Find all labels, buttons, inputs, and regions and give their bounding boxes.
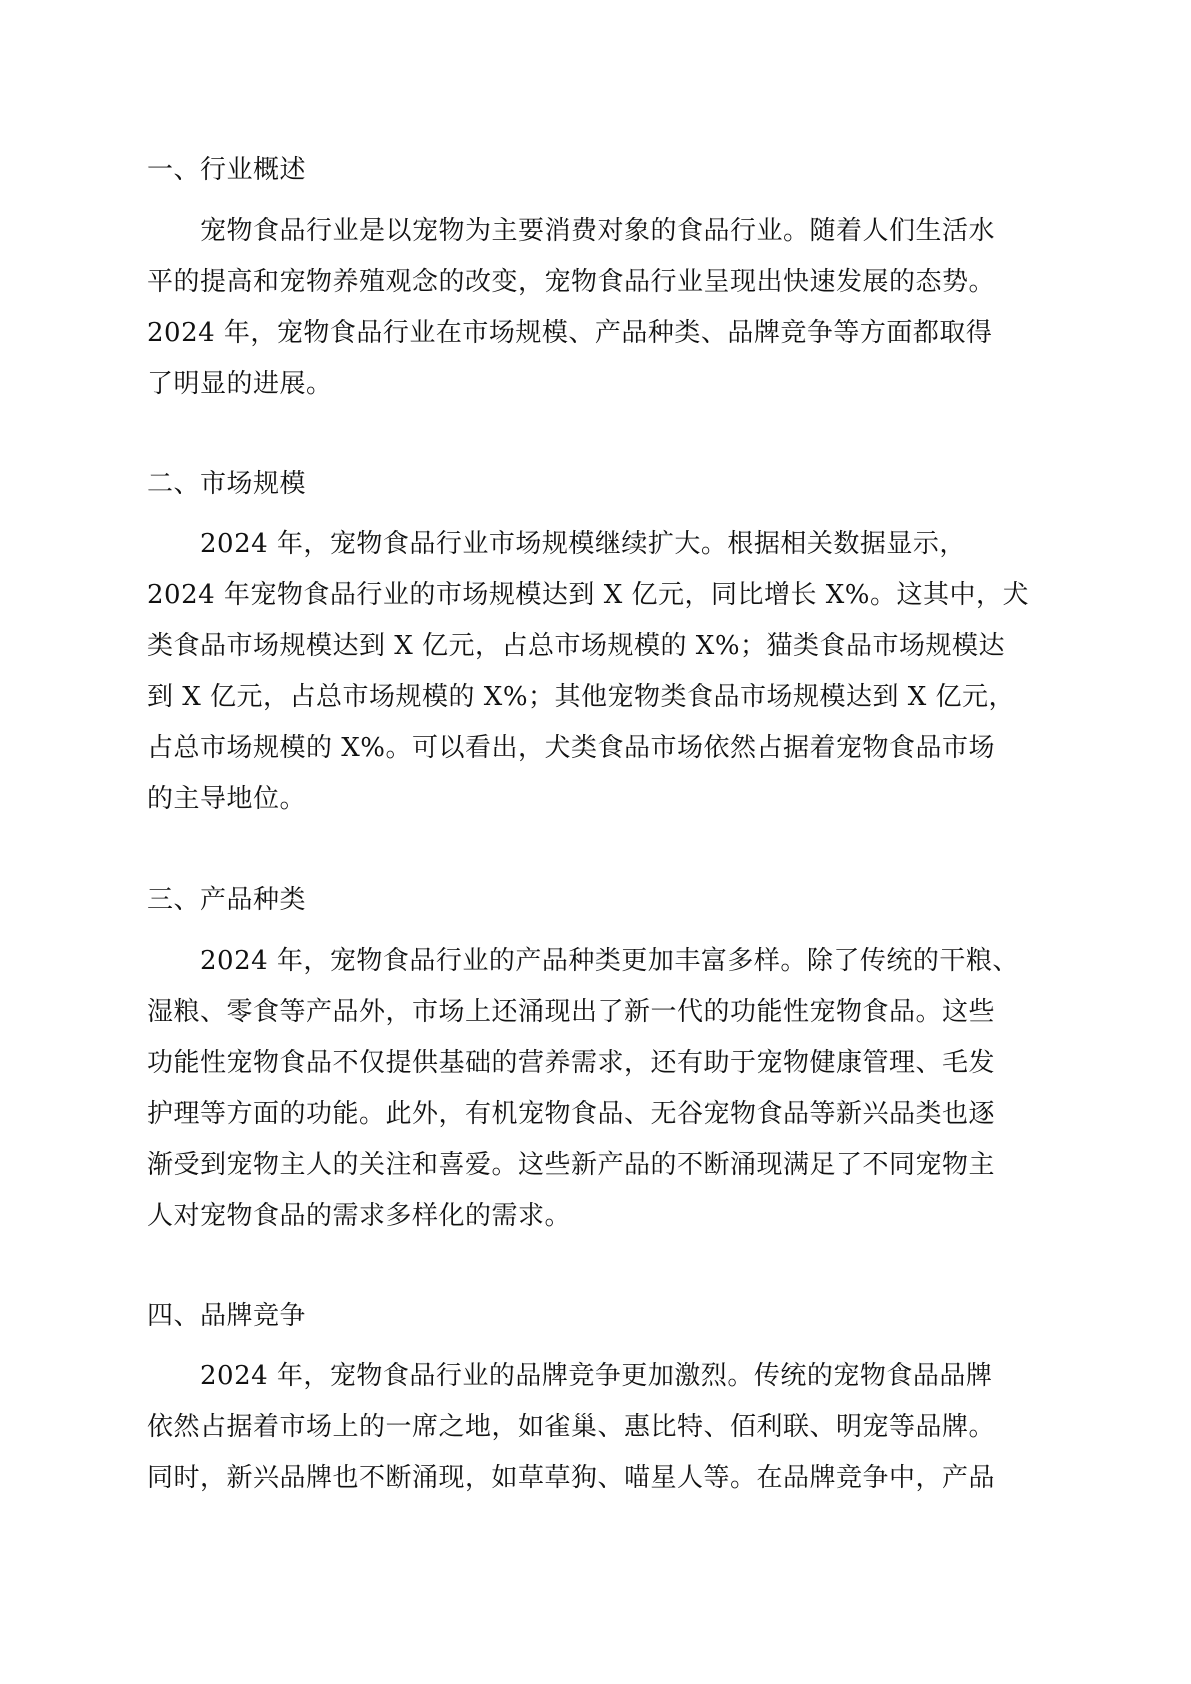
paragraph-line: 2024 年，宠物食品行业的产品种类更加丰富多样。除了传统的干粮、 [200, 946, 1019, 976]
paragraph-line: 依然占据着市场上的一席之地，如雀巢、惠比特、佰利联、明宠等品牌。 [147, 1412, 996, 1442]
paragraph-line: 2024 年，宠物食品行业在市场规模、产品种类、品牌竞争等方面都取得 [147, 318, 993, 348]
section-heading-overview: 一、行业概述 [147, 155, 307, 185]
paragraph-line: 人对宠物食品的需求多样化的需求。 [147, 1201, 572, 1231]
paragraph-line: 的主导地位。 [147, 784, 307, 814]
paragraph-line: 2024 年，宠物食品行业的品牌竞争更加激烈。传统的宠物食品品牌 [200, 1361, 993, 1391]
section-heading-brand-competition: 四、品牌竞争 [147, 1301, 307, 1331]
paragraph-line: 渐受到宠物主人的关注和喜爱。这些新产品的不断涌现满足了不同宠物主 [147, 1150, 996, 1180]
section-heading-product-types: 三、产品种类 [147, 885, 307, 915]
paragraph-line: 湿粮、零食等产品外，市场上还涌现出了新一代的功能性宠物食品。这些 [147, 997, 996, 1027]
paragraph-line: 了明显的进展。 [147, 369, 333, 399]
paragraph-line: 功能性宠物食品不仅提供基础的营养需求，还有助于宠物健康管理、毛发 [147, 1048, 996, 1078]
paragraph-line: 类食品市场规模达到 X 亿元，占总市场规模的 X%；猫类食品市场规模达 [147, 631, 1006, 661]
paragraph-line: 同时，新兴品牌也不断涌现，如草草狗、喵星人等。在品牌竞争中，产品 [147, 1463, 996, 1493]
paragraph-line: 到 X 亿元，占总市场规模的 X%；其他宠物类食品市场规模达到 X 亿元， [147, 682, 1016, 712]
section-heading-market-size: 二、市场规模 [147, 469, 307, 499]
paragraph-line: 平的提高和宠物养殖观念的改变，宠物食品行业呈现出快速发展的态势。 [147, 267, 996, 297]
paragraph-line: 2024 年宠物食品行业的市场规模达到 X 亿元，同比增长 X%。这其中，犬 [147, 580, 1029, 610]
paragraph-line: 占总市场规模的 X%。可以看出，犬类食品市场依然占据着宠物食品市场 [147, 733, 995, 763]
paragraph-line: 护理等方面的功能。此外，有机宠物食品、无谷宠物食品等新兴品类也逐 [147, 1099, 996, 1129]
paragraph-line: 宠物食品行业是以宠物为主要消费对象的食品行业。随着人们生活水 [200, 216, 996, 246]
paragraph-line: 2024 年，宠物食品行业市场规模继续扩大。根据相关数据显示， [200, 529, 966, 559]
